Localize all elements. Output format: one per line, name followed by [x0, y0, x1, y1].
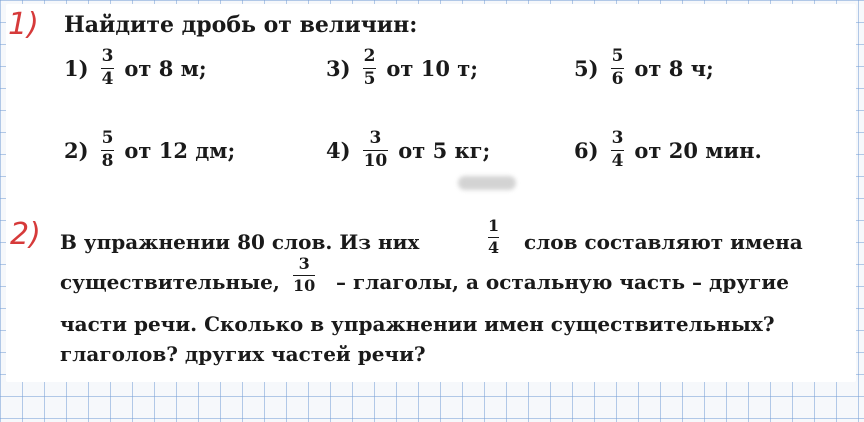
- task1-item-1: [64, 48, 207, 89]
- item-number: 2): [64, 137, 89, 163]
- task2-line-1-end: [524, 230, 824, 254]
- fraction: [363, 130, 389, 171]
- denominator: 10: [363, 150, 388, 171]
- numerator: 1: [488, 216, 500, 235]
- quantity-text: от 8 м;: [124, 55, 207, 81]
- task2-line-2-end: [336, 270, 826, 294]
- task2-line-4: глаголов? других частей речи?: [60, 342, 426, 366]
- numerator: 3: [611, 128, 624, 148]
- quantity-text: от 10 т;: [386, 55, 479, 81]
- fraction: [101, 48, 115, 89]
- quantity-text: от 8 ч;: [634, 55, 714, 81]
- quantity-text: от 12 дм;: [124, 137, 236, 163]
- fraction: [611, 48, 625, 89]
- numerator: 2: [363, 46, 376, 66]
- task1-item-2: [64, 130, 235, 171]
- fraction: [101, 130, 115, 171]
- handwritten-task-number-1: 1): [8, 7, 39, 42]
- handwritten-task-number-2: 2): [10, 217, 41, 252]
- denominator: 5: [363, 68, 376, 89]
- denominator: 4: [101, 68, 114, 89]
- text-segment: существительные,: [60, 270, 280, 294]
- denominator: 6: [611, 68, 624, 89]
- denominator: 4: [488, 237, 500, 257]
- task1-title: Найдите дробь от величин:: [64, 12, 418, 38]
- denominator: 10: [293, 275, 316, 295]
- numerator: 3: [369, 128, 382, 148]
- numerator: 3: [298, 254, 310, 273]
- numerator: 3: [101, 46, 114, 66]
- numerator: 5: [611, 46, 624, 66]
- task2-line-3: части речи. Сколько в упражнении имен существительных?: [60, 312, 775, 336]
- task1-item-6: [574, 130, 762, 171]
- item-number: 6): [574, 137, 599, 163]
- fraction-one-quarter: [488, 218, 499, 257]
- quantity-text: от 5 кг;: [398, 137, 491, 163]
- item-number: 1): [64, 55, 89, 81]
- text-segment: – глаголы, а остальную часть – другие: [336, 270, 789, 294]
- denominator: 8: [101, 150, 114, 171]
- fraction: [611, 130, 625, 171]
- task1-item-3: [326, 48, 478, 89]
- item-number: 5): [574, 55, 599, 81]
- numerator: 5: [101, 128, 114, 148]
- quantity-text: от 20 мин.: [634, 137, 762, 163]
- fraction: [363, 48, 377, 89]
- item-number: 3): [326, 55, 351, 81]
- fraction-three-tenths: [293, 256, 315, 295]
- item-number: 4): [326, 137, 351, 163]
- task1-item-5: [574, 48, 714, 89]
- task1-item-4: [326, 130, 490, 171]
- text-segment: слов составляют имена: [524, 230, 803, 254]
- smudge-mark: [458, 176, 516, 190]
- text-segment: В упражнении 80 слов. Из них: [60, 230, 420, 254]
- denominator: 4: [611, 150, 624, 171]
